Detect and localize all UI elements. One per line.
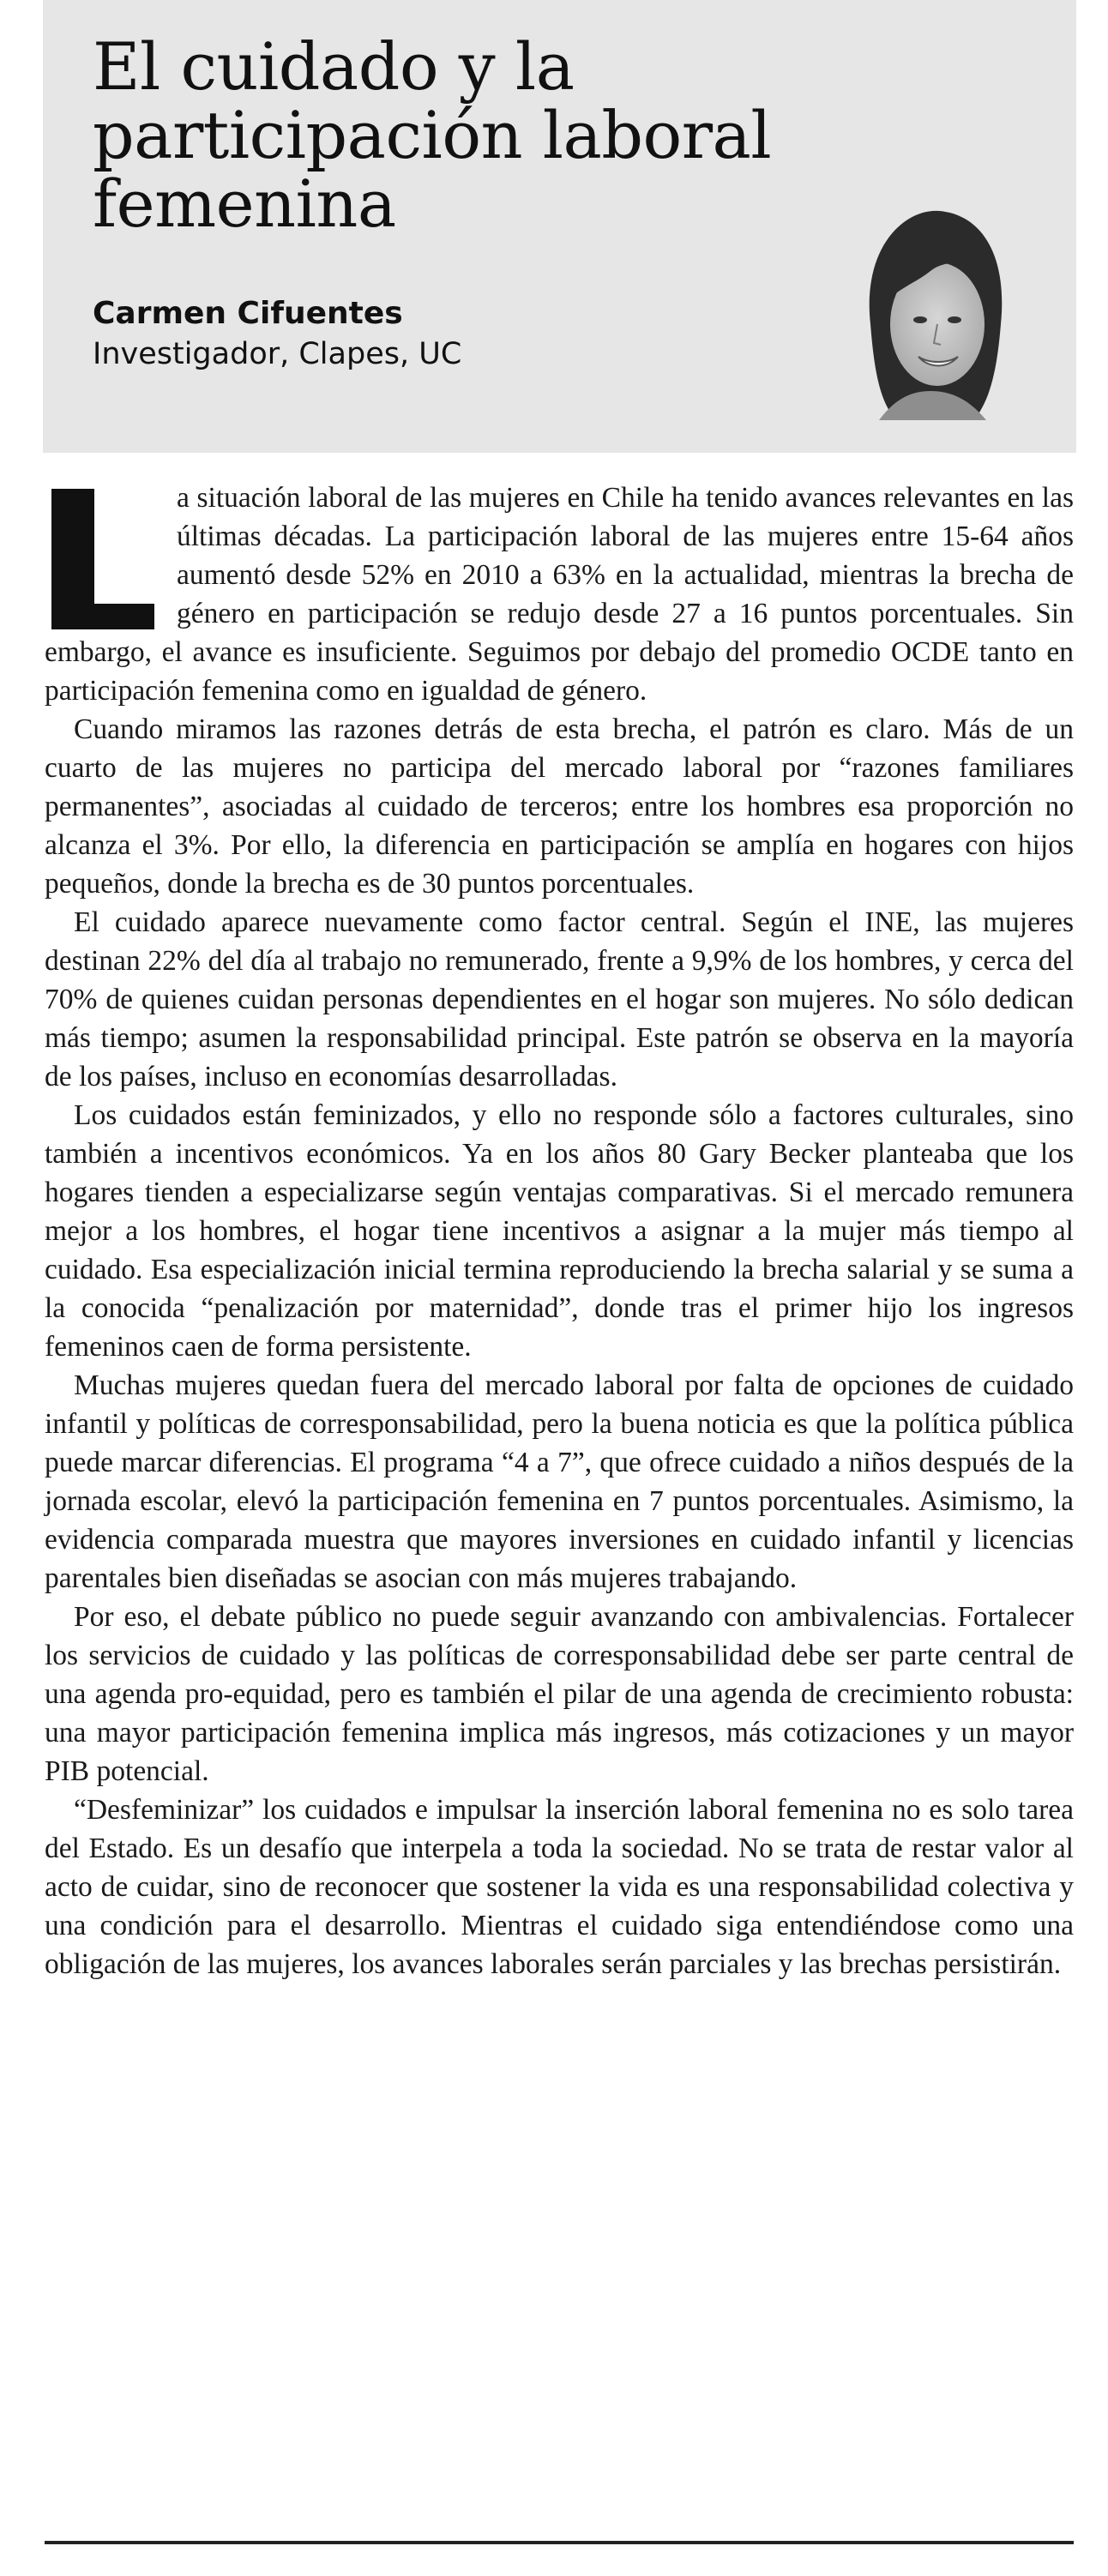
- bottom-rule: [45, 2541, 1074, 2544]
- author-portrait: [845, 196, 1016, 427]
- article-paragraph: [45, 478, 1074, 710]
- article-paragraph: Por eso, el debate público no puede seguir avanzando con ambivalencias. Fortalecer los servicios de cuidado y las políticas de corresponsabilidad debe ser parte central de una agenda pro-equidad, pero es también el pilar de una agenda de crecimiento robusta: una mayor participación femenina implica más ingresos, más cotizaciones y un mayor PIB potencial.: [45, 1601, 1074, 1787]
- article-paragraph: El cuidado aparece nuevamente como factor central. Según el INE, las mujeres destinan 22% del día al trabajo no remunerado, frente a 9,9% de los hombres, y cerca del 70% de quienes cuidan personas dependientes en el hogar son mujeres. No sólo dedican más tiempo; asumen la responsabilidad principal. Este patrón se observa en la mayoría de los países, incluso en economías desarrolladas.: [45, 906, 1074, 1092]
- article-paragraph: Los cuidados están feminizados, y ello no responde sólo a factores culturales, sino también a incentivos económicos. Ya en los años 80 Gary Becker planteaba que los hogares tienden a especializarse según ventajas comparativas. Si el mercado remunera mejor a los hombres, el hogar tiene incentivos a asignar a la mujer más tiempo al cuidado. Esa especialización inicial termina reproduciendo la brecha salarial y se suma a la conocida “penalización por maternidad”, donde tras el primer hijo los ingresos femeninos caen de forma persistente.: [45, 1099, 1074, 1363]
- article-paragraph: “Desfeminizar” los cuidados e impulsar la inserción laboral femenina no es solo tarea del Estado. Es un desafío que interpela a toda la sociedad. No se trata de restar valor al acto de cuidar, sino de reconocer que sostener la vida es una responsabilidad colectiva y una condición para el desarrollo. Mientras el cuidado siga entendiéndose como una obligación de las mujeres, los avances laborales serán parciales y las brechas persistirán.: [45, 1794, 1074, 1980]
- paragraph-text: a situación laboral de las mujeres en Chile ha tenido avances relevantes en las últimas décadas. La participación laboral de las mujeres entre 15-64 años aumentó desde 52% en 2010 a 63% en la actualidad, mientras la brecha de género en participación se redujo desde 27 a 16 puntos porcentuales. Sin embargo, el avance es insuficiente. Seguimos por debajo del promedio OCDE tanto en participación femenina como en igualdad de género.: [45, 482, 1074, 707]
- drop-cap-letter: [45, 485, 158, 633]
- article-body: [45, 478, 1074, 1983]
- author-name: Carmen Cifuentes: [93, 296, 403, 331]
- article-paragraph: Muchas mujeres quedan fuera del mercado laboral por falta de opciones de cuidado infantil y políticas de corresponsabilidad, pero la buena noticia es que la política pública puede marcar diferencias. El programa “4 a 7”, que ofrece cuidado a niños después de la jornada escolar, elevó la participación femenina en 7 puntos porcentuales. Asimismo, la evidencia comparada muestra que mayores inversiones en cuidado infantil y licencias parentales bien diseñadas se asocian con más mujeres trabajando.: [45, 1369, 1074, 1594]
- article-title: El cuidado y la participación laboral femenina: [93, 28, 772, 242]
- article-paragraph: Cuando miramos las razones detrás de esta brecha, el patrón es claro. Más de un cuarto de las mujeres no participa del mercado laboral por “razones familiares permanentes”, asociadas al cuidado de terceros; entre los hombres esa proporción no alcanza el 3%. Por ello, la diferencia en participación se amplía en hogares con hijos pequeños, donde la brecha es de 30 puntos porcentuales.: [45, 713, 1074, 900]
- author-role: Investigador, Clapes, UC: [93, 337, 462, 371]
